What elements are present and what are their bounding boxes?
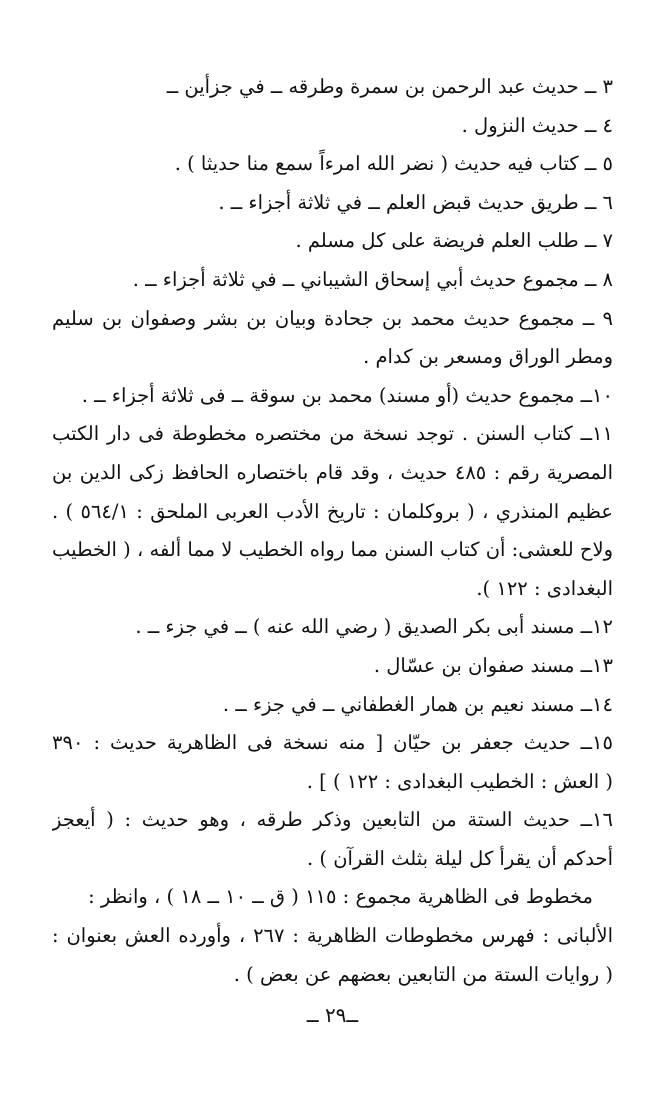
text-line: أحدكم أن يقرأ كل ليلة بثلث القرآن ) . [307,846,613,870]
page-number: ــ٢٩ ــ [306,1003,359,1027]
text-line: البغدادى : ١٢٢ ). [476,576,613,600]
text-line: ٥ ــ كتاب فيه حديث ( نضر الله امرءاً سمع منا حديثا ) . [174,152,613,176]
text-line: الألبانى : فهرس مخطوطات الظاهرية : ٢٦٧ ، وأورده العش بعنوان : [52,924,613,948]
text-line: ٩ ــ مجموع حديث محمد بن جحادة وبيان بن بشر وصفوان بن سليم [52,306,613,330]
text-line: ( العش : الخطيب البغدادى : ١٢٢ ) ] . [306,769,613,793]
text-line: ١٠ــ مجموع حديث (أو مسند) محمد بن سوقة ــ فى ثلاثة أجزاء ــ . [81,383,613,407]
text-line: ٣ ــ حديث عبد الرحمن بن سمرة وطرقه ــ في جزأين ــ [166,75,613,98]
text-line: ١٥ــ حديث جعفر بن حيّان [ منه نسخة فى الظاهرية حديث : ٣٩٠ [52,731,613,755]
text-line: ٨ ــ مجموع حديث أبي إسحاق الشيباني ــ في ثلاثة أجزاء ــ . [132,267,613,291]
text-line: المصرية رقم : ٤٨٥ حديث ، وقد قام باختصاره الحافظ زكى الدين بن [52,460,613,484]
text-line: مخطوط فى الظاهرية مجموع : ١١٥ ( ق ــ ١٠ ــ ١٨ ) ، وانظر : [88,885,593,909]
text-line: ١٤ــ مسند نعيم بن همار الغطفاني ــ في جزء ــ . [222,692,613,716]
text-line: ٧ ــ طلب العلم فريضة على كل مسلم . [295,229,613,253]
text-line: ١٢ــ مسند أبى بكر الصديق ( رضي الله عنه ) ــ في جزء ــ . [135,615,613,639]
text-line: ومطر الوراق ومسعر بن كدام . [363,345,613,369]
text-line: ٤ ــ حديث النزول . [461,113,613,137]
page-body [52,68,613,994]
text-line: ٦ ــ طريق حديث قبض العلم ــ في ثلاثة أجزاء ــ . [218,190,613,214]
text-line: ١٣ــ مسند صفوان بن عسّال . [373,653,613,677]
text-line: ( روايات الستة من التابعين بعضهم عن بعض ) . [233,962,613,986]
text-line: ولاح للعشى: أن كتاب السنن مما رواه الخطيب لا مما ألفه ، ( الخطيب [52,538,613,562]
text-line: ١١ــ كتاب السنن . توجد نسخة من مختصره مخطوطة فى دار الكتب [52,422,613,446]
text-line: عظيم المنذري ، ( بروكلمان : تاريخ الأدب العربى الملحق : ٥٦٤/١ ) . [52,499,613,523]
text-line: ١٦ــ حديث الستة من التابعين وذكر طرقه ، وهو حديث : ( أيعجز [52,808,613,832]
